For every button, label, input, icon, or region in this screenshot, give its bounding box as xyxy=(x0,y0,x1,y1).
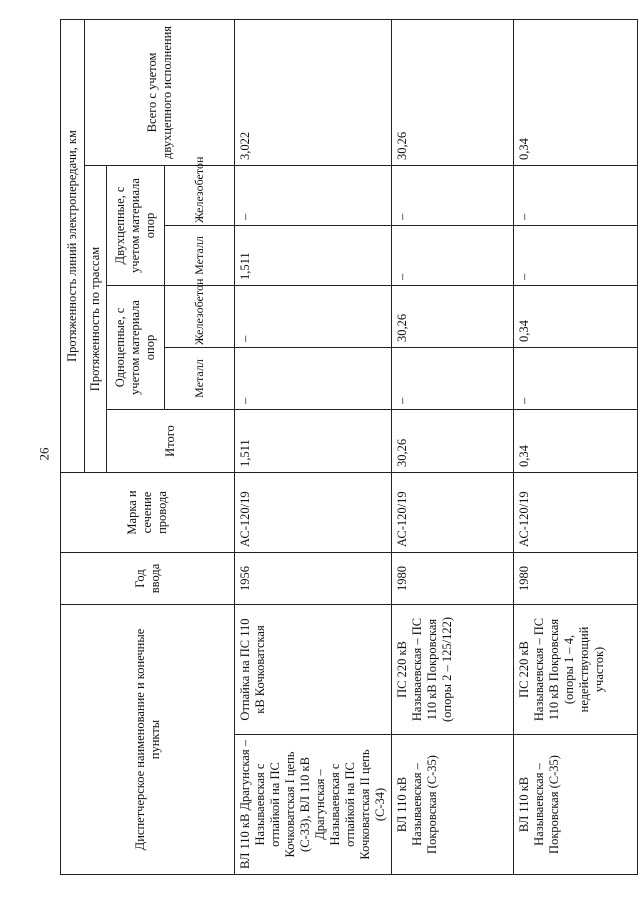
line-endpoint: ПС 220 кВ Называевская – ПС 110 кВ Покровская (опоры 2 – 125/122) xyxy=(392,605,514,735)
header-double-metal: Металл xyxy=(165,226,235,286)
table-region xyxy=(60,20,614,875)
all-double-cell: 3,022 xyxy=(235,19,392,165)
header-double: Двухцепные, с учетом материала опор xyxy=(107,166,165,286)
wire-cell: АС-120/19 xyxy=(235,473,392,553)
double-concrete-cell: – xyxy=(514,166,638,226)
all-double-cell: 0,34 xyxy=(514,19,638,165)
table-row xyxy=(235,19,392,874)
page-number: 26 xyxy=(36,447,52,461)
header-single-concrete: Железобетон xyxy=(165,286,235,348)
line-endpoint: Отпайка на ПС 110 кВ Кочковатская xyxy=(235,605,392,735)
line-endpoint: ПС 220 кВ Называевская – ПС 110 кВ Покровская (опоры 1 – 4, недействующий участок) xyxy=(514,605,638,735)
wire-cell: АС-120/19 xyxy=(392,473,514,553)
single-metal-cell: – xyxy=(235,348,392,410)
double-concrete-cell: – xyxy=(392,166,514,226)
header-name: Диспетчерское наименование и конечные пункты xyxy=(61,605,235,875)
double-metal-cell: – xyxy=(514,226,638,286)
all-double-cell: 30,26 xyxy=(392,19,514,165)
double-metal-cell: – xyxy=(392,226,514,286)
header-single: Одноцепные, с учетом материала опор xyxy=(107,286,165,410)
header-single-metal: Металл xyxy=(165,348,235,410)
header-route-group: Протяженность по трассам xyxy=(85,166,107,473)
single-concrete-cell: 30,26 xyxy=(392,286,514,348)
header-total: Итого xyxy=(107,410,235,473)
line-name: ВЛ 110 кВ Называевская – Покровская (С-35) xyxy=(392,735,514,875)
header-year: Год ввода xyxy=(61,553,235,605)
table-row xyxy=(514,19,638,874)
line-name: ВЛ 110 кВ Драгунская – Называевская с отпайкой на ПС Кочковатская I цепь (С-33), ВЛ 110 кВ Драгунская – Называевская с отпайкой на ПС Кочковатская II цепь (С-34) xyxy=(235,735,392,875)
year-cell: 1980 xyxy=(392,553,514,605)
total-cell: 1,511 xyxy=(235,410,392,473)
year-cell: 1956 xyxy=(235,553,392,605)
single-metal-cell: – xyxy=(514,348,638,410)
table-row xyxy=(392,19,514,874)
line-name: ВЛ 110 кВ Называевская – Покровская (С-35) xyxy=(514,735,638,875)
header-all-double: Всего с учетом двухцепного исполнения xyxy=(85,19,235,165)
single-concrete-cell: 0,34 xyxy=(514,286,638,348)
total-cell: 30,26 xyxy=(392,410,514,473)
single-concrete-cell: – xyxy=(235,286,392,348)
double-metal-cell: 1,511 xyxy=(235,226,392,286)
double-concrete-cell: – xyxy=(235,166,392,226)
header-double-concrete: Железобетон xyxy=(165,166,235,226)
header-wire: Марка и сечение провода xyxy=(61,473,235,553)
year-cell: 1980 xyxy=(514,553,638,605)
power-lines-table xyxy=(60,19,638,875)
header-length-group: Протяженность линий электропередачи, км xyxy=(61,19,85,472)
rotated-table-wrapper xyxy=(60,20,614,875)
total-cell: 0,34 xyxy=(514,410,638,473)
wire-cell: АС-120/19 xyxy=(514,473,638,553)
single-metal-cell: – xyxy=(392,348,514,410)
